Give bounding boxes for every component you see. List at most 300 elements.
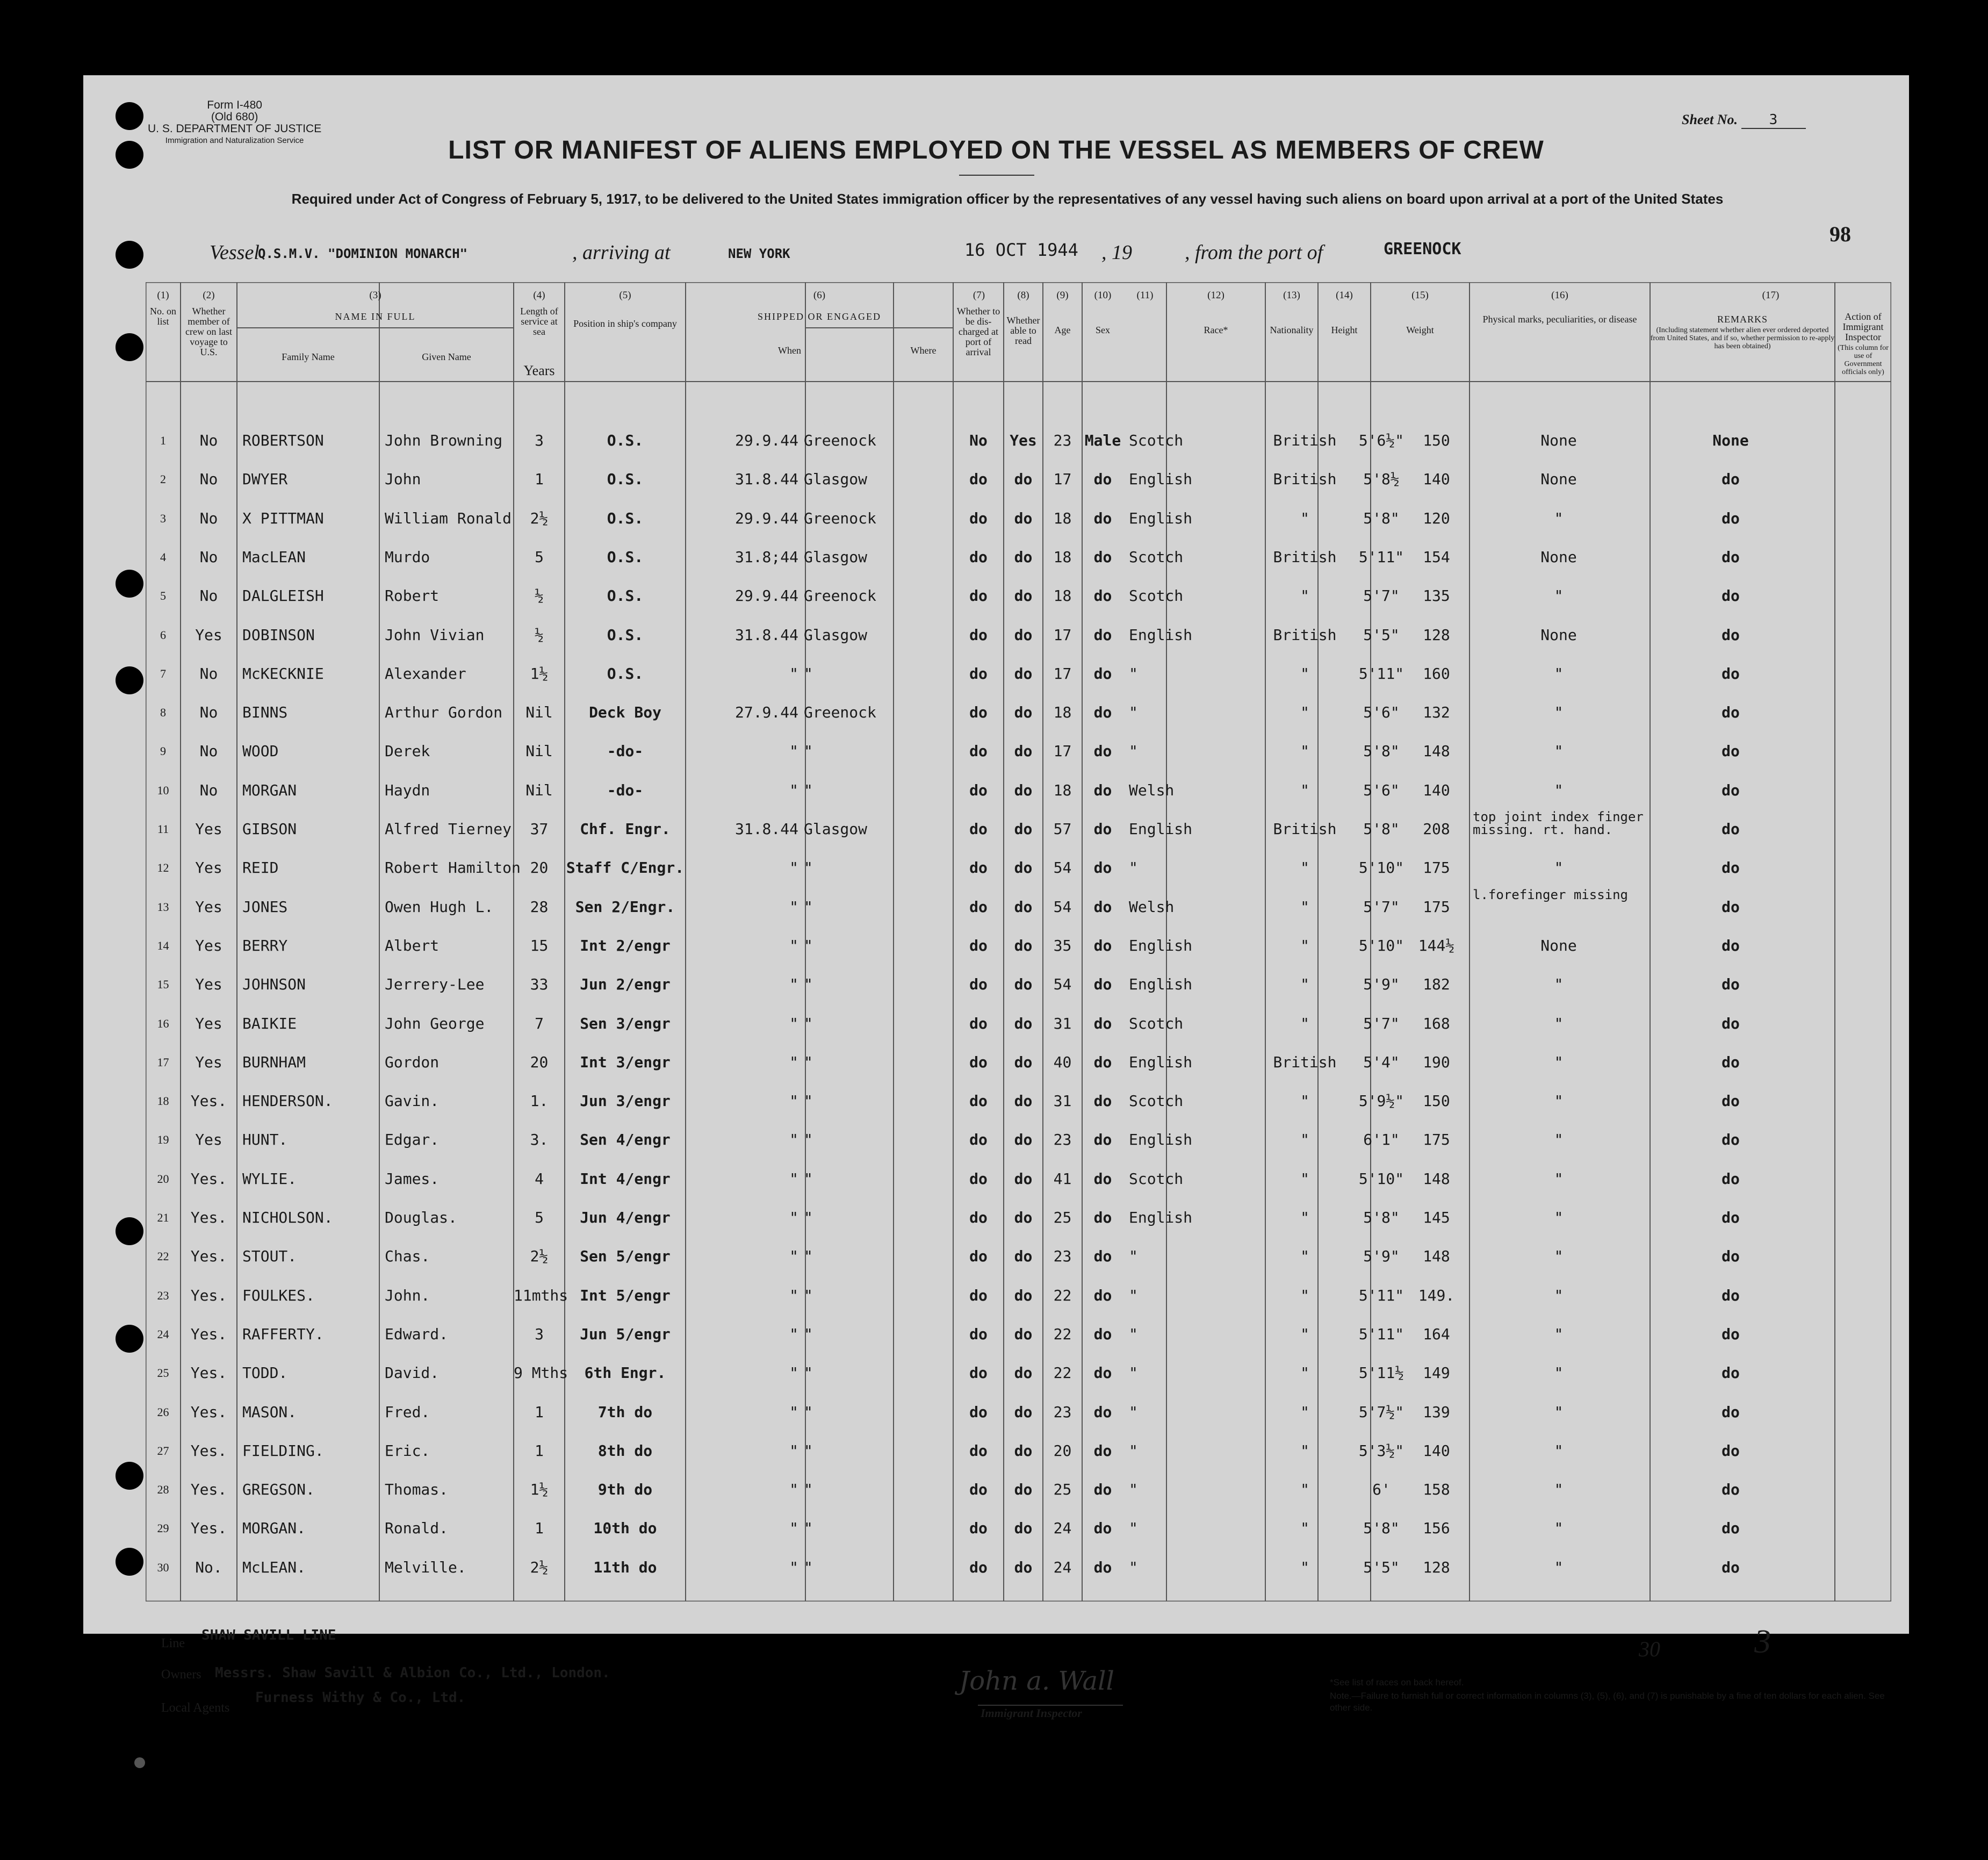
- cell-ht: 5'7": [1363, 897, 1400, 916]
- cell-age: 35: [1053, 936, 1072, 954]
- cell-age: 22: [1053, 1364, 1072, 1382]
- cell-marks: ": [1554, 1519, 1564, 1538]
- cell-rem: do: [1722, 470, 1740, 489]
- cell-wt: 156: [1423, 1519, 1450, 1538]
- cell-svc: 1: [535, 1441, 544, 1460]
- page-subtitle: Required under Act of Congress of February 5, 1917, to be delivered to the United States immigration officer by the representatives of any vessel having such aliens on board upon arrival at a port of the United States: [291, 191, 1724, 207]
- cell-last: No.: [195, 1558, 222, 1576]
- cell-rem: do: [1722, 1286, 1740, 1304]
- cell-dis: do: [969, 1519, 988, 1538]
- cell-where: ": [804, 1403, 813, 1421]
- cell-rem: do: [1722, 703, 1740, 722]
- cell-marks: l.forefinger missing: [1473, 887, 1628, 902]
- cell-when: 31.8;44: [734, 548, 798, 566]
- cell-marks: None: [1540, 626, 1577, 644]
- cell-pos: Sen 5/engr: [580, 1247, 671, 1266]
- cell-age: 24: [1053, 1558, 1072, 1576]
- cell-read: do: [1014, 1481, 1033, 1499]
- cell-fam: BURNHAM: [242, 1053, 306, 1071]
- cell-pos: 6th Engr.: [584, 1364, 666, 1382]
- cell-age: 54: [1053, 859, 1072, 877]
- sheet-number-value: 3: [1741, 112, 1806, 129]
- cell-giv: Edgar.: [385, 1131, 440, 1149]
- cell-sex: do: [1093, 1558, 1112, 1576]
- cell-svc: 15: [530, 936, 549, 954]
- cell-rem: None: [1712, 432, 1749, 449]
- cell-last: Yes.: [190, 1364, 227, 1382]
- cell-wt: 148: [1423, 742, 1450, 760]
- cell-sex: do: [1093, 703, 1112, 722]
- cell-when: ": [789, 1441, 798, 1460]
- cell-when: 29.9.44: [734, 587, 798, 605]
- cell-race: English: [1129, 1053, 1193, 1071]
- cell-dis: do: [969, 548, 988, 566]
- punch-hole: [116, 102, 143, 130]
- cell-wt: 140: [1423, 1441, 1450, 1460]
- cell-dis: do: [969, 742, 988, 760]
- cell-age: 18: [1053, 703, 1072, 722]
- header-age: Age: [1054, 325, 1071, 335]
- owners-value: Messrs. Shaw Savill & Albion Co., Ltd., London.: [215, 1665, 610, 1681]
- cell-when: ": [789, 1247, 798, 1266]
- column-number: (1): [157, 290, 169, 301]
- cell-nat: ": [1300, 1403, 1309, 1421]
- cell-last: No: [199, 742, 218, 760]
- cell-sex: do: [1093, 1209, 1112, 1226]
- column-number: (11): [1136, 290, 1154, 301]
- cell-read: do: [1014, 664, 1033, 683]
- cell-rem: do: [1722, 664, 1740, 683]
- arriving-label: , arriving at: [572, 241, 671, 264]
- cell-last: Yes.: [190, 1092, 227, 1110]
- cell-wt: 154: [1423, 548, 1450, 566]
- cell-wt: 148: [1423, 1169, 1450, 1188]
- cell-sex: do: [1093, 1325, 1112, 1343]
- cell-dis: do: [969, 975, 988, 994]
- cell-last: Yes.: [190, 1209, 227, 1226]
- cell-wt: 128: [1423, 1558, 1450, 1576]
- cell-wt: 139: [1423, 1403, 1450, 1421]
- cell-read: do: [1014, 509, 1033, 527]
- cell-age: 31: [1053, 1092, 1072, 1110]
- cell-pos: Jun 4/engr: [580, 1209, 671, 1226]
- cell-sex: do: [1093, 1092, 1112, 1110]
- cell-dis: do: [969, 664, 988, 683]
- cell-when: ": [789, 1519, 798, 1538]
- cell-when: ": [789, 1403, 798, 1421]
- cell-where: ": [804, 781, 813, 799]
- handwritten-sheet: 3: [1754, 1624, 1771, 1660]
- column-number: (10): [1094, 290, 1112, 301]
- column-number: (2): [203, 290, 215, 301]
- punch-hole: [116, 1217, 143, 1245]
- cell-wt: 168: [1423, 1014, 1450, 1032]
- cell-svc: 1: [535, 470, 544, 489]
- cell-rem: do: [1722, 1403, 1740, 1421]
- cell-svc: 20: [530, 859, 549, 877]
- cell-fam: FOULKES.: [242, 1286, 315, 1304]
- cell-read: do: [1014, 1131, 1033, 1149]
- cell-read: do: [1014, 470, 1033, 489]
- sheet-number-label: Sheet No.: [1682, 112, 1738, 127]
- cell-pos: -do-: [607, 742, 644, 760]
- cell-nat: ": [1300, 1014, 1309, 1032]
- vessel-label: Vessel: [210, 241, 260, 264]
- cell-sex: do: [1093, 587, 1112, 605]
- cell-when: 27.9.44: [734, 703, 798, 722]
- cell-ht: 5'8": [1363, 820, 1400, 838]
- cell-svc: 3: [535, 432, 544, 449]
- cell-nat: ": [1300, 1519, 1309, 1538]
- cell-ht: 5'5": [1363, 1558, 1400, 1576]
- cell-age: 18: [1053, 548, 1072, 566]
- cell-where: ": [804, 1481, 813, 1499]
- cell-dis: do: [969, 1403, 988, 1421]
- cell-age: 40: [1053, 1053, 1072, 1071]
- column-number: (12): [1207, 290, 1225, 301]
- cell-pos: Jun 2/engr: [580, 975, 671, 994]
- cell-nat: ": [1300, 1481, 1309, 1499]
- cell-nat: ": [1300, 1092, 1309, 1110]
- column-number: (9): [1056, 290, 1069, 301]
- year-label: , 19: [1101, 241, 1132, 264]
- cell-pos: O.S.: [607, 470, 644, 489]
- cell-age: 18: [1053, 509, 1072, 527]
- cell-ht: 5'7": [1363, 1014, 1400, 1032]
- cell-when: ": [789, 1209, 798, 1226]
- cell-nat: ": [1300, 897, 1309, 916]
- cell-wt: 190: [1423, 1053, 1450, 1071]
- cell-fam: GREGSON.: [242, 1481, 315, 1499]
- cell-when: ": [789, 975, 798, 994]
- from-port-label: , from the port of: [1185, 241, 1323, 264]
- cell-race: English: [1129, 626, 1193, 644]
- header-years-unit: Years: [523, 363, 555, 378]
- cell-svc: Nil: [525, 742, 553, 760]
- cell-when: 29.9.44: [734, 432, 798, 449]
- cell-sex: do: [1093, 781, 1112, 799]
- header-height: Height: [1331, 325, 1358, 335]
- cell-nat: British: [1273, 432, 1337, 449]
- cell-dis: do: [969, 936, 988, 954]
- cell-pos: Int 4/engr: [580, 1169, 671, 1188]
- cell-fam: JONES: [242, 897, 288, 916]
- cell-last: Yes: [195, 626, 222, 644]
- cell-svc: 7: [535, 1014, 544, 1032]
- cell-sex: do: [1093, 1247, 1112, 1266]
- cell-marks: ": [1554, 1364, 1564, 1382]
- cell-race: ": [1129, 1481, 1138, 1499]
- cell-svc: Nil: [525, 703, 553, 722]
- cell-where: ": [804, 1519, 813, 1538]
- cell-nat: ": [1300, 1364, 1309, 1382]
- cell-ht: 5'10": [1358, 936, 1404, 954]
- cell-race: English: [1129, 1131, 1193, 1149]
- cell-sex: do: [1093, 1053, 1112, 1071]
- cell-when: ": [789, 1014, 798, 1032]
- cell-giv: Arthur Gordon: [385, 703, 503, 722]
- cell-last: Yes: [195, 1053, 222, 1071]
- cell-when: ": [789, 664, 798, 683]
- cell-read: do: [1014, 859, 1033, 877]
- cell-nat: ": [1300, 1209, 1309, 1226]
- cell-ht: 6': [1372, 1481, 1391, 1499]
- cell-last: Yes: [195, 1014, 222, 1032]
- cell-pos: Staff C/Engr.: [566, 859, 685, 877]
- cell-ht: 5'3½": [1358, 1441, 1404, 1460]
- cell-when: ": [789, 897, 798, 916]
- cell-fam: STOUT.: [242, 1247, 297, 1266]
- column-number: (16): [1551, 290, 1568, 301]
- header-discharged: Whether to be dis-charged at port of arrival: [956, 306, 1000, 357]
- cell-nat: ": [1300, 1247, 1309, 1266]
- cell-sex: do: [1093, 1131, 1112, 1149]
- cell-marks: None: [1540, 548, 1577, 566]
- cell-read: do: [1014, 1053, 1033, 1071]
- cell-when: ": [789, 1053, 798, 1071]
- cell-ht: 5'10": [1358, 859, 1404, 877]
- cell-fam: DWYER: [242, 470, 288, 489]
- cell-ht: 5'9½": [1358, 1092, 1404, 1110]
- cell-age: 20: [1053, 1441, 1072, 1460]
- cell-marks: ": [1554, 1131, 1564, 1149]
- cell-nat: ": [1300, 1169, 1309, 1188]
- cell-sex: do: [1093, 820, 1112, 838]
- cell-dis: do: [969, 470, 988, 489]
- cell-race: English: [1129, 936, 1193, 954]
- cell-race: English: [1129, 470, 1193, 489]
- cell-when: 31.8.44: [734, 626, 798, 644]
- cell-n: 30: [157, 1560, 169, 1574]
- arrival-port: NEW YORK: [728, 246, 790, 261]
- cell-rem: do: [1722, 1092, 1740, 1110]
- cell-n: 16: [157, 1016, 169, 1030]
- cell-wt: 132: [1423, 703, 1450, 722]
- cell-fam: TODD.: [242, 1364, 288, 1382]
- cell-n: 12: [157, 861, 169, 875]
- cell-last: Yes: [195, 897, 222, 916]
- cell-where: ": [804, 1441, 813, 1460]
- cell-last: No: [199, 548, 218, 566]
- cell-giv: Haydn: [385, 781, 430, 799]
- cell-fam: FIELDING.: [242, 1441, 324, 1460]
- cell-dis: do: [969, 1092, 988, 1110]
- cell-where: Glasgow: [804, 820, 868, 838]
- punch-hole: [116, 570, 143, 598]
- cell-where: ": [804, 742, 813, 760]
- cell-svc: 20: [530, 1053, 549, 1071]
- cell-marks: ": [1554, 1286, 1564, 1304]
- form-service: Immigration and Naturalization Service: [165, 136, 304, 145]
- cell-rem: do: [1722, 1364, 1740, 1382]
- cell-giv: John: [385, 470, 421, 489]
- cell-ht: 5'6": [1363, 703, 1400, 722]
- header-no-on-list: No. on list: [150, 306, 176, 327]
- cell-rem: do: [1722, 1053, 1740, 1071]
- cell-dis: do: [969, 1169, 988, 1188]
- cell-rem: do: [1722, 936, 1740, 954]
- cell-last: Yes: [195, 936, 222, 954]
- cell-ht: 5'8": [1363, 1209, 1400, 1226]
- cell-n: 11: [157, 822, 169, 836]
- cell-giv: John George: [385, 1014, 485, 1032]
- cell-n: 10: [157, 783, 169, 797]
- cell-race: ": [1129, 703, 1138, 722]
- cell-dis: do: [969, 897, 988, 916]
- cell-read: do: [1014, 1558, 1033, 1576]
- cell-marks: ": [1554, 1209, 1564, 1226]
- cell-nat: ": [1300, 742, 1309, 760]
- cell-fam: HENDERSON.: [242, 1092, 333, 1110]
- cell-nat: ": [1300, 1286, 1309, 1304]
- cell-ht: 5'8": [1363, 742, 1400, 760]
- cell-race: English: [1129, 509, 1193, 527]
- cell-rem: do: [1722, 1247, 1740, 1266]
- punch-hole: [116, 333, 143, 361]
- column-number: (5): [619, 290, 631, 301]
- header-remarks: REMARKS: [1717, 314, 1768, 325]
- from-port: GREENOCK: [1384, 240, 1461, 258]
- cell-where: ": [804, 1325, 813, 1343]
- stamp-number: 98: [1829, 222, 1851, 246]
- cell-svc: 28: [530, 897, 549, 916]
- cell-last: No: [199, 470, 218, 489]
- cell-dis: do: [969, 781, 988, 799]
- cell-marks: ": [1554, 1403, 1564, 1421]
- cell-last: Yes.: [190, 1441, 227, 1460]
- cell-nat: British: [1273, 820, 1337, 838]
- cell-dis: do: [969, 1481, 988, 1499]
- cell-fam: GIBSON: [242, 820, 297, 838]
- cell-giv: Jerrery-Lee: [385, 975, 485, 994]
- line-label: Line: [161, 1636, 185, 1650]
- cell-race: ": [1129, 742, 1138, 760]
- cell-pos: Sen 2/Engr.: [575, 897, 675, 916]
- header-physical-marks: Physical marks, peculiarities, or disease: [1482, 314, 1637, 325]
- cell-marks: ": [1554, 1441, 1564, 1460]
- header-race: Race*: [1204, 325, 1228, 335]
- cell-where: ": [804, 1053, 813, 1071]
- cell-last: Yes.: [190, 1519, 227, 1538]
- cell-where: Glasgow: [804, 626, 868, 644]
- cell-n: 13: [157, 900, 169, 914]
- cell-pos: Chf. Engr.: [580, 820, 671, 838]
- punch-hole: [116, 666, 143, 694]
- cell-age: 18: [1053, 587, 1072, 605]
- cell-where: ": [804, 936, 813, 954]
- cell-age: 57: [1053, 820, 1072, 838]
- cell-wt: 150: [1423, 1092, 1450, 1110]
- cell-age: 54: [1053, 897, 1072, 916]
- cell-race: English: [1129, 975, 1193, 994]
- cell-sex: do: [1093, 1441, 1112, 1460]
- cell-wt: 148: [1423, 1247, 1450, 1266]
- cell-nat: ": [1300, 703, 1309, 722]
- races-note: *See list of races on back hereof.: [1330, 1677, 1464, 1687]
- cell-svc: 5: [535, 1209, 544, 1226]
- cell-svc: 33: [530, 975, 549, 994]
- cell-marks: ": [1554, 975, 1564, 994]
- cell-ht: 5'7": [1363, 587, 1400, 605]
- cell-where: Greenock: [804, 587, 876, 605]
- column-number: (14): [1336, 290, 1353, 301]
- cell-giv: John Vivian: [385, 626, 485, 644]
- cell-age: 17: [1053, 742, 1072, 760]
- cell-fam: X PITTMAN: [242, 509, 324, 527]
- cell-fam: McKECKNIE: [242, 664, 324, 683]
- cell-pos: O.S.: [607, 587, 644, 605]
- cell-pos: O.S.: [607, 509, 644, 527]
- cell-wt: 158: [1423, 1481, 1450, 1499]
- agents-label: Local Agents: [161, 1701, 230, 1715]
- form-old-number: (Old 680): [211, 111, 258, 123]
- cell-rem: do: [1722, 1014, 1740, 1032]
- cell-when: 31.8.44: [734, 820, 798, 838]
- cell-race: Welsh: [1129, 781, 1175, 799]
- cell-sex: do: [1093, 1519, 1112, 1538]
- cell-n: 9: [160, 744, 166, 758]
- cell-ht: 5'8": [1363, 509, 1400, 527]
- cell-pos: Jun 3/engr: [580, 1092, 671, 1110]
- cell-fam: BAIKIE: [242, 1014, 297, 1032]
- header-when: When: [778, 345, 801, 356]
- cell-read: do: [1014, 897, 1033, 916]
- cell-sex: do: [1093, 897, 1112, 916]
- cell-race: Scotch: [1129, 587, 1184, 605]
- line-value: SHAW SAVILL LINE: [201, 1627, 336, 1643]
- cell-sex: Male: [1084, 432, 1121, 449]
- cell-race: ": [1129, 664, 1138, 683]
- printer-mark: [129, 1755, 150, 1771]
- cell-dis: do: [969, 626, 988, 644]
- cell-marks: ": [1554, 509, 1564, 527]
- cell-dis: do: [969, 509, 988, 527]
- cell-nat: British: [1273, 1053, 1337, 1071]
- cell-fam: MORGAN: [242, 781, 297, 799]
- cell-fam: DOBINSON: [242, 626, 315, 644]
- cell-ht: 5'6½": [1358, 432, 1404, 449]
- cell-last: Yes: [195, 975, 222, 994]
- cell-pos: Sen 3/engr: [580, 1014, 671, 1032]
- cell-rem: do: [1722, 509, 1740, 527]
- cell-when: ": [789, 1092, 798, 1110]
- cell-when: 31.8.44: [734, 470, 798, 489]
- cell-giv: Ronald.: [385, 1519, 449, 1538]
- cell-ht: 5'11": [1358, 548, 1404, 566]
- cell-ht: 6'1": [1363, 1131, 1400, 1149]
- cell-nat: ": [1300, 1558, 1309, 1576]
- cell-n: 7: [160, 666, 166, 680]
- cell-giv: Gordon: [385, 1053, 440, 1071]
- cell-rem: do: [1722, 1169, 1740, 1188]
- cell-giv: Gavin.: [385, 1092, 440, 1110]
- punch-hole: [116, 141, 143, 169]
- cell-wt: 144½: [1418, 936, 1455, 954]
- cell-wt: 150: [1423, 432, 1450, 449]
- cell-fam: DALGLEISH: [242, 587, 324, 605]
- signature-rule: [978, 1705, 1123, 1706]
- cell-when: ": [789, 1286, 798, 1304]
- cell-rem: do: [1722, 742, 1740, 760]
- cell-svc: 1: [535, 1403, 544, 1421]
- cell-marks: ": [1554, 703, 1564, 722]
- cell-n: 1: [160, 434, 166, 447]
- cell-where: Glasgow: [804, 548, 868, 566]
- cell-wt: 140: [1423, 781, 1450, 799]
- cell-dis: do: [969, 1364, 988, 1382]
- header-family-name: Family Name: [282, 351, 335, 362]
- cell-age: 17: [1053, 626, 1072, 644]
